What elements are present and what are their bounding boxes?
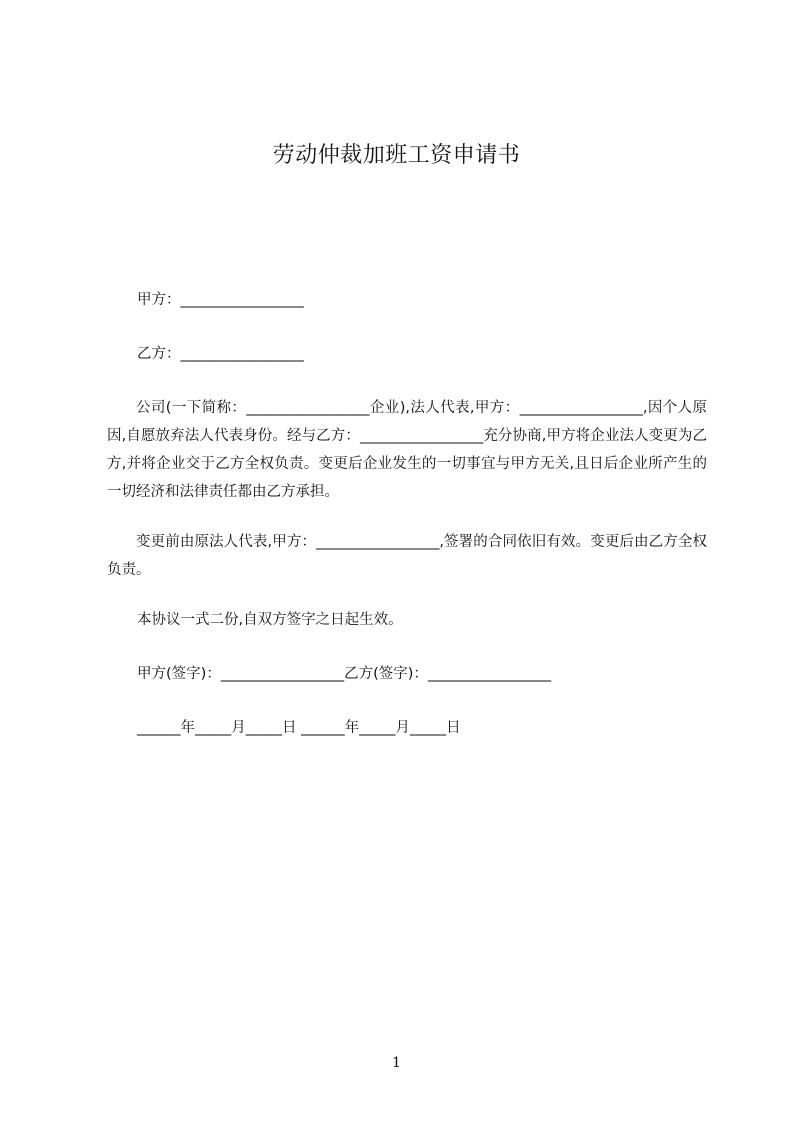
page-number: 1 bbox=[392, 1055, 401, 1071]
agreement-paragraph-3: 本协议一式二份,自双方签字之日起生效。 bbox=[137, 612, 403, 628]
date-line: ______年_____月_____日 ______年_____月_____日 bbox=[137, 720, 461, 736]
party-b-line: 乙方：_________________ bbox=[137, 346, 304, 362]
agreement-paragraph-2: 变更前由原法人代表,甲方：_________________,签署的合同依旧有效。变更后由乙方全权负责。 bbox=[107, 534, 707, 578]
agreement-paragraph-1: 公司(一下简称：_________________企业),法人代表,甲方：_________________,因个人原因,自愿放弃法人代表身份。经与乙方：_________________充分协商,甲方将企业法人变更为乙方,并将企业交于乙方全权负责。变更后企业发生的一切事宜与甲方无关,且日后企业所产生的一切经济和法律责任都由乙方承担。 bbox=[107, 400, 707, 500]
party-a-line: 甲方：_________________ bbox=[137, 292, 304, 308]
signature-line: 甲方(签字)：_________________乙方(签字)：_________________ bbox=[137, 666, 552, 682]
document-title: 劳动仲裁加班工资申请书 bbox=[272, 143, 521, 168]
